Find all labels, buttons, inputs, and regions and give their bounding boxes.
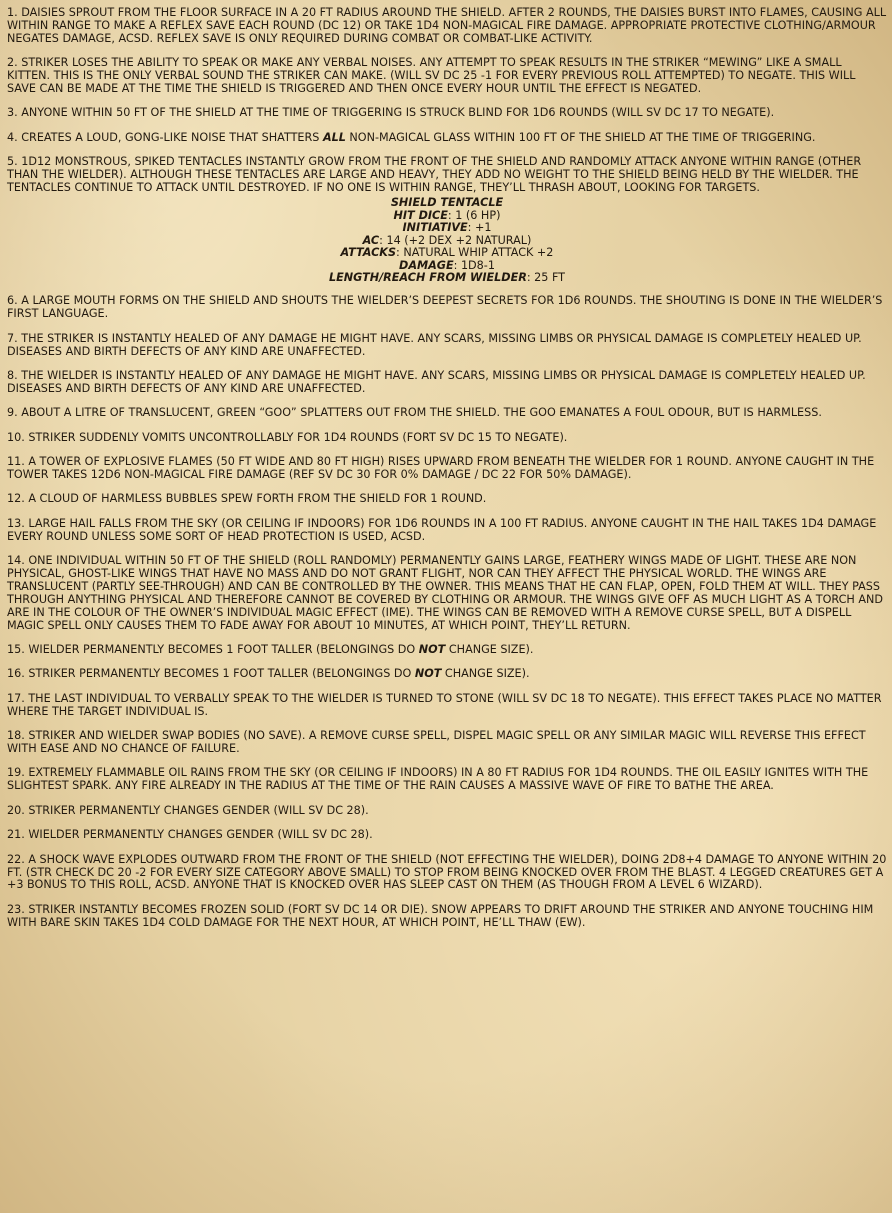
- stat-block-title: SHIELD TENTACLE: [390, 196, 504, 210]
- entry-16-emphasis: NOT: [414, 667, 442, 681]
- entry-4: [7, 132, 887, 145]
- entry-19: 19. EXTREMELY FLAMMABLE OIL RAINS FROM THE SKY (OR CEILING IF INDOORS) IN A 80 FT RADIUS FOR 1D4 ROUNDS. THE OIL EASILY IGNITES WITH THE SLIGHTEST SPARK. ANY FIRE ALREADY IN THE RADIUS AT THE TIME OF THE RAIN CAUSES A MASSIVE WAVE OF FIRE TO BATHE THE AREA.: [7, 766, 869, 793]
- stat-label: HIT DICE: [393, 208, 448, 222]
- entry-16: [7, 668, 887, 681]
- stat-row-hit-dice: HIT DICE: 1 (6 HP): [393, 208, 501, 222]
- entry-20: 20. STRIKER PERMANENTLY CHANGES GENDER (WILL SV DC 28).: [7, 803, 369, 817]
- stat-value: 1 (6 HP): [455, 208, 501, 222]
- stat-row-initiative: INITIATIVE: +1: [402, 221, 492, 235]
- entry-4-text-after: NON-MAGICAL GLASS WITHIN 100 FT OF THE SHIELD AT THE TIME OF TRIGGERING.: [345, 130, 816, 144]
- stat-value: 1D8-1: [460, 258, 495, 272]
- entry-14: 14. ONE INDIVIDUAL WITHIN 50 FT OF THE SHIELD (ROLL RANDOMLY) PERMANENTLY GAINS LARGE, FEATHERY WINGS MADE OF LIGHT. THESE ARE NON PHYSICAL, GHOST-LIKE WINGS THAT HAVE NO MASS AND DO NOT GRANT FLIGHT, NOR CAN THEY AFFECT THE PHYSICAL WORLD. THE WINGS ARE TRANSLUCENT (PARTLY SEE-THROUGH) AND CAN BE CONTROLLED BY THE OWNER. THIS MEANS THAT HE CAN FLAP, OPEN, FOLD THEM AT WILL. THEY PASS THROUGH ANYTHING PHYSICAL AND THEREFORE CANNOT BE COVERED BY CLOTHING OR ARMOUR. THE WINGS GIVE OFF AS MUCH LIGHT AS A TORCH AND ARE IN THE COLOUR OF THE OWNER’S INDIVIDUAL MAGIC EFFECT (IME). THE WINGS CAN BE REMOVED WITH A REMOVE CURSE SPELL, BUT A DISPELL MAGIC SPELL ONLY CAUSES THEM TO FADE AWAY FOR ABOUT 10 MINUTES, AT WHICH POINT, THEY’LL RETURN.: [7, 554, 884, 632]
- entry-10: 10. STRIKER SUDDENLY VOMITS UNCONTROLLABLY FOR 1D4 ROUNDS (FORT SV DC 15 TO NEGATE).: [7, 430, 568, 444]
- entry-15: [7, 644, 887, 657]
- entry-4-text-before: 4. CREATES A LOUD, GONG-LIKE NOISE THAT SHATTERS: [7, 130, 323, 144]
- entry-21: 21. WIELDER PERMANENTLY CHANGES GENDER (WILL SV DC 28).: [7, 828, 373, 842]
- entry-18: 18. STRIKER AND WIELDER SWAP BODIES (NO SAVE). A REMOVE CURSE SPELL, DISPEL MAGIC SPELL OR ANY SIMILAR MAGIC WILL REVERSE THIS EFFECT WITH EASE AND NO CHANCE OF FAILURE.: [7, 729, 866, 756]
- stat-label: INITIATIVE: [402, 221, 468, 235]
- entry-6: 6. A LARGE MOUTH FORMS ON THE SHIELD AND SHOUTS THE WIELDER’S DEEPEST SECRETS FOR 1D6 ROUNDS. THE SHOUTING IS DONE IN THE WIELDER’S FIRST LANGUAGE.: [7, 294, 883, 321]
- stat-label: AC: [362, 233, 380, 247]
- entry-15-emphasis: NOT: [418, 643, 446, 657]
- entry-15-text-after: CHANGE SIZE).: [445, 643, 534, 657]
- stat-label: LENGTH/REACH FROM WIELDER: [328, 270, 527, 284]
- entry-11: 11. A TOWER OF EXPLOSIVE FLAMES (50 FT WIDE AND 80 FT HIGH) RISES UPWARD FROM BENEATH THE WIELDER FOR 1 ROUND. ANYONE CAUGHT IN THE TOWER TAKES 12D6 NON-MAGICAL FIRE DAMAGE (REF SV DC 30 FOR 0% DAMAGE / DC 22 FOR 50% DAMAGE).: [7, 455, 875, 481]
- entry-12: 12. A CLOUD OF HARMLESS BUBBLES SPEW FORTH FROM THE SHIELD FOR 1 ROUND.: [7, 492, 487, 506]
- entry-13: 13. LARGE HAIL FALLS FROM THE SKY (OR CEILING IF INDOORS) FOR 1D6 ROUNDS IN A 100 FT RADIUS. ANYONE CAUGHT IN THE HAIL TAKES 1D4 DAMAGE EVERY ROUND UNLESS SOME SORT OF HEAD PROTECTION IS USED, ACSD.: [7, 516, 877, 543]
- entry-1: 1. DAISIES SPROUT FROM THE FLOOR SURFACE IN A 20 FT RADIUS AROUND THE SHIELD. AFTER 2 ROUNDS, THE DAISIES BURST INTO FLAMES, CAUSING ALL WITHIN RANGE TO MAKE A REFLEX SAVE EACH ROUND (DC 12) OR TAKE 1D4 NON-MAGICAL FIRE DAMAGE. APPROPRIATE PROTECTIVE CLOTHING/ARMOUR NEGATES DAMAGE, ACSD. REFLEX SAVE IS ONLY REQUIRED DURING COMBAT OR COMBAT-LIKE ACTIVITY.: [7, 6, 887, 45]
- entry-15-text-before: 15. WIELDER PERMANENTLY BECOMES 1 FOOT TALLER (BELONGINGS DO: [7, 643, 419, 657]
- stat-value: +1: [475, 221, 492, 235]
- stat-value: 14 (+2 DEX +2 NATURAL): [386, 233, 532, 247]
- tentacle-stat-block: [7, 197, 887, 284]
- entry-9: 9. ABOUT A LITRE OF TRANSLUCENT, GREEN “GOO” SPLATTERS OUT FROM THE SHIELD. THE GOO EMANATES A FOUL ODOUR, BUT IS HARMLESS.: [7, 406, 822, 420]
- entry-16-text-before: 16. STRIKER PERMANENTLY BECOMES 1 FOOT TALLER (BELONGINGS DO: [7, 667, 415, 681]
- entry-8: 8. THE WIELDER IS INSTANTLY HEALED OF ANY DAMAGE HE MIGHT HAVE. ANY SCARS, MISSING LIMBS OR PHYSICAL DAMAGE IS COMPLETELY HEALED UP. DISEASES AND BIRTH DEFECTS OF ANY KIND ARE UNAFFECTED.: [7, 368, 866, 395]
- stat-row-damage: DAMAGE: 1D8-1: [399, 258, 495, 272]
- entry-4-emphasis: ALL: [322, 130, 346, 144]
- entry-23: 23. STRIKER INSTANTLY BECOMES FROZEN SOLID (FORT SV DC 14 OR DIE). SNOW APPEARS TO DRIFT AROUND THE STRIKER AND ANYONE TOUCHING HIM WITH BARE SKIN TAKES 1D4 COLD DAMAGE FOR THE NEXT HOUR, AT WHICH POINT, HE’LL THAW (EW).: [7, 902, 874, 929]
- entry-5: 5. 1D12 MONSTROUS, SPIKED TENTACLES INSTANTLY GROW FROM THE FRONT OF THE SHIELD AND RANDOMLY ATTACK ANYONE WITHIN RANGE (OTHER THAN THE WIELDER). ALTHOUGH THESE TENTACLES ARE LARGE AND HEAVY, THEY ADD NO WEIGHT TO THE SHIELD BEING HELD BY THE WIELDER. THE TENTACLES CONTINUE TO ATTACK UNTIL DESTROYED. IF NO ONE IS WITHIN RANGE, THEY’LL THRASH ABOUT, LOOKING FOR TARGETS.: [7, 155, 862, 195]
- entry-17: 17. THE LAST INDIVIDUAL TO VERBALLY SPEAK TO THE WIELDER IS TURNED TO STONE (WILL SV DC 18 TO NEGATE). THIS EFFECT TAKES PLACE NO MATTER WHERE THE TARGET INDIVIDUAL IS.: [7, 691, 882, 718]
- stat-value: 25 FT: [534, 270, 566, 284]
- stat-label: ATTACKS: [340, 246, 397, 260]
- stat-label: DAMAGE: [399, 258, 454, 272]
- entry-3: 3. ANYONE WITHIN 50 FT OF THE SHIELD AT THE TIME OF TRIGGERING IS STRUCK BLIND FOR 1D6 ROUNDS (WILL SV DC 17 TO NEGATE).: [7, 106, 775, 120]
- shield-effects-document: [7, 7, 887, 941]
- entry-7: 7. THE STRIKER IS INSTANTLY HEALED OF ANY DAMAGE HE MIGHT HAVE. ANY SCARS, MISSING LIMBS OR PHYSICAL DAMAGE IS COMPLETELY HEALED UP. DISEASES AND BIRTH DEFECTS OF ANY KIND ARE UNAFFECTED.: [7, 331, 862, 358]
- stat-row-reach: LENGTH/REACH FROM WIELDER: 25 FT: [328, 270, 566, 284]
- entry-22: 22. A SHOCK WAVE EXPLODES OUTWARD FROM THE FRONT OF THE SHIELD (NOT EFFECTING THE WIELDER), DOING 2D8+4 DAMAGE TO ANYONE WITHIN 20 FT. (STR CHECK DC 20 -2 FOR EVERY SIZE CATEGORY ABOVE SMALL) TO STOP FROM BEING KNOCKED OVER FROM THE BLAST. 4 LEGGED CREATURES GET A +3 BONUS TO THIS ROLL, ACSD. ANYONE THAT IS KNOCKED OVER HAS SLEEP CAST ON THEM (AS THOUGH FROM A LEVEL 6 WIZARD).: [7, 852, 887, 892]
- stat-row-attacks: ATTACKS: NATURAL WHIP ATTACK +2: [340, 246, 554, 260]
- entry-16-text-after: CHANGE SIZE).: [441, 667, 530, 681]
- stat-value: NATURAL WHIP ATTACK +2: [403, 246, 554, 260]
- stat-row-ac: AC: 14 (+2 DEX +2 NATURAL): [362, 233, 532, 247]
- entry-2: 2. STRIKER LOSES THE ABILITY TO SPEAK OR MAKE ANY VERBAL NOISES. ANY ATTEMPT TO SPEAK RESULTS IN THE STRIKER “MEWING” LIKE A SMALL KITTEN. THIS IS THE ONLY VERBAL SOUND THE STRIKER CAN MAKE. (WILL SV DC 25 -1 FOR EVERY PREVIOUS ROLL ATTEMPTED) TO NEGATE. THIS WILL SAVE CAN BE MADE AT THE TIME THE SHIELD IS TRIGGERED AND THEN ONCE EVERY HOUR UNTIL THE EFFECT IS NEGATED.: [7, 56, 856, 96]
